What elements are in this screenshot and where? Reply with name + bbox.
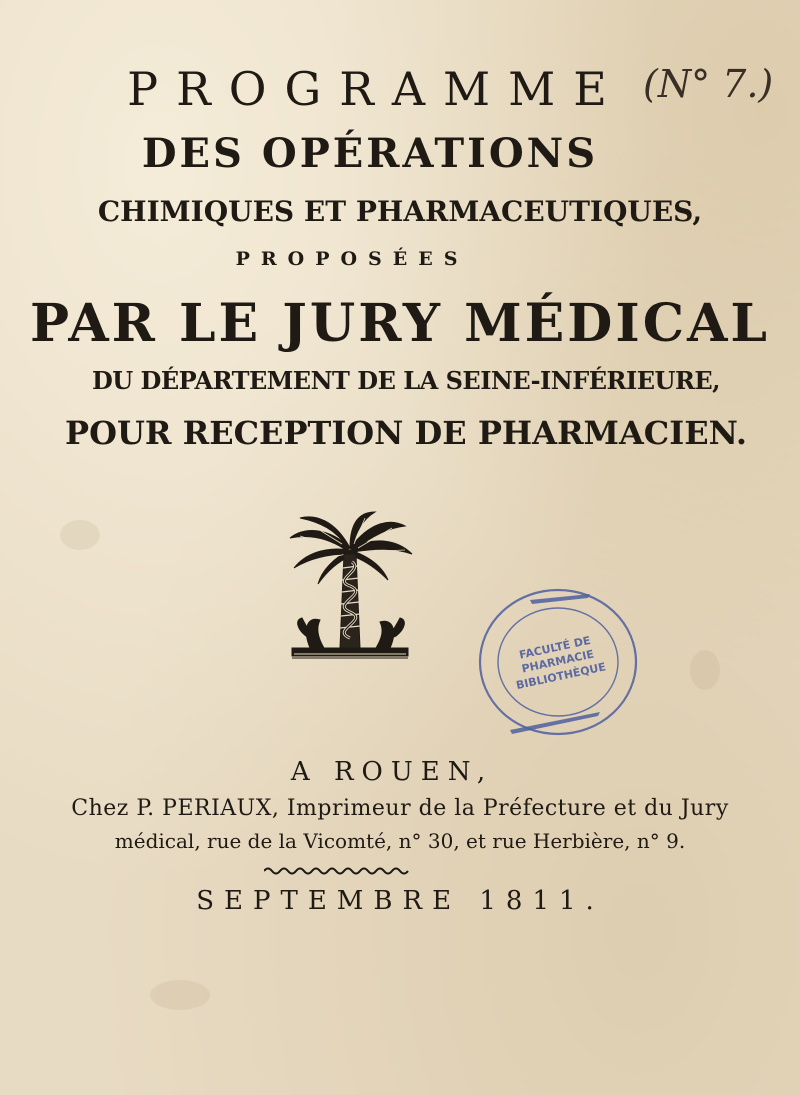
title-departement: DU DÉPARTEMENT DE LA SEINE-INFÉRIEURE, — [91, 366, 721, 395]
imprint-date: SEPTEMBRE 1811. — [196, 886, 604, 916]
ornamental-rule-icon — [264, 866, 410, 876]
title-chimiques: CHIMIQUES ET PHARMACEUTIQUES, — [97, 195, 703, 228]
handwritten-number: (N° 7.) — [643, 62, 774, 106]
imprint-place: A ROUEN, — [290, 757, 494, 787]
palm-tree-with-serpent-icon — [280, 508, 420, 673]
title-programme: PROGRAMME — [127, 62, 625, 116]
paper-stain — [150, 980, 210, 1010]
imprint-printer: Chez P. PERIAUX, Imprimeur de la Préfecture et du Jury — [71, 796, 729, 821]
title-des-operations: DES OPÉRATIONS — [141, 130, 599, 177]
library-stamp — [470, 580, 645, 745]
paper-stain — [690, 650, 720, 690]
paper-stain — [60, 520, 100, 550]
imprint-address: médical, rue de la Vicomté, n° 30, et rue Herbière, n° 9. — [114, 829, 686, 853]
stamp-text: FACULTÉ DE PHARMACIE BIBLIOTHÈQUE — [514, 633, 607, 692]
title-pour-reception: POUR RECEPTION DE PHARMACIEN. — [65, 414, 747, 452]
title-par-le-jury: PAR LE JURY MÉDICAL — [30, 293, 770, 354]
title-proposees: PROPOSÉES — [235, 248, 469, 270]
